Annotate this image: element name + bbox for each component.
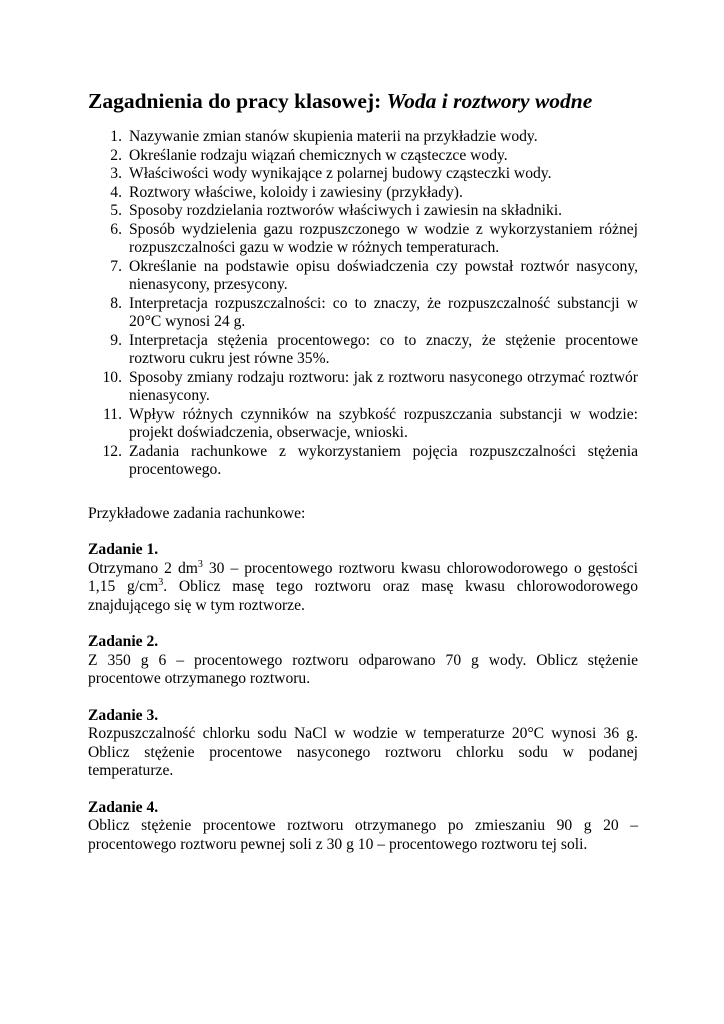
list-item xyxy=(88,406,638,443)
task-3-title: Zadanie 3. xyxy=(88,706,159,724)
list-item xyxy=(88,184,638,203)
task-1-part-1: Otrzymano 2 dm xyxy=(88,559,198,577)
item-text: Sposoby zmiany rodzaju roztworu: jak z roztworu nasyconego otrzymać roztwór nienasycony. xyxy=(129,368,638,404)
task-1-part-2: 30 – procentowego roztworu kwasu chlorowodorowego o gęstości 1,15 g/cm xyxy=(88,559,638,595)
examples-intro: Przykładowe zadania rachunkowe: xyxy=(88,504,306,522)
task-4-text: Oblicz stężenie procentowe roztworu otrzymanego po zmieszaniu 90 g 20 – procentowego roztworu pewnej soli z 30 g 10 – procentowego roztworu tej soli. xyxy=(88,817,638,853)
title-plain: Zagadnienia do pracy klasowej: xyxy=(88,89,387,113)
item-number: 12. xyxy=(102,442,122,460)
item-number: 1. xyxy=(110,128,122,145)
list-item xyxy=(88,147,638,166)
list-item xyxy=(88,369,638,406)
item-text: Nazywanie zmian stanów skupienia materii na przykładzie wody. xyxy=(129,128,538,145)
item-text: Wpływ różnych czynników na szybkość rozpuszczania substancji w wodzie: projekt doświadczenia, obserwacje, wnioski. xyxy=(129,405,638,441)
item-number: 6. xyxy=(110,220,122,238)
list-item xyxy=(88,443,638,480)
task-2-title: Zadanie 2. xyxy=(88,633,159,650)
item-text: Interpretacja stężenia procentowego: co to znaczy, że stężenie procentowe roztworu cukru jest równe 35%. xyxy=(129,331,638,367)
document-page xyxy=(88,88,638,854)
item-number: 5. xyxy=(110,202,122,219)
item-number: 8. xyxy=(110,294,122,312)
list-item xyxy=(88,165,638,184)
topics-list xyxy=(88,128,638,480)
task-1-text xyxy=(88,560,638,616)
task-3-text: Rozpuszczalność chlorku sodu NaCl w wodzie w temperaturze 20°C wynosi 36 g. Oblicz stężenie procentowe nasyconego roztworu chlorku sodu w podanej temperaturze. xyxy=(88,725,638,779)
item-text: Sposób wydzielenia gazu rozpuszczonego w wodzie z wykorzystaniem różnej rozpuszczalności gazu w wodzie w różnych temperaturach. xyxy=(129,220,638,256)
item-text: Roztwory właściwe, koloidy i zawiesiny (przykłady). xyxy=(129,183,463,201)
page-title xyxy=(88,88,638,114)
task-2-text: Z 350 g 6 – procentowego roztworu odparowano 70 g wody. Oblicz stężenie procentowe otrzymanego roztworu. xyxy=(88,651,638,687)
task-1-part-3: . Oblicz masę tego roztworu oraz masę kwasu chlorowodorowego znajdującego się w tym roztworze. xyxy=(88,578,638,614)
item-number: 4. xyxy=(110,183,122,201)
item-number: 7. xyxy=(110,257,122,275)
item-text: Interpretacja rozpuszczalności: co to znaczy, że rozpuszczalność substancji w 20°C wynosi 24 g. xyxy=(129,294,638,330)
superscript: 3 xyxy=(197,558,203,570)
task-1-title: Zadanie 1. xyxy=(88,541,159,558)
item-text: Zadania rachunkowe z wykorzystaniem pojęcia rozpuszczalności stężenia procentowego. xyxy=(129,442,638,478)
list-item xyxy=(88,295,638,332)
list-item xyxy=(88,258,638,295)
item-number: 11. xyxy=(103,405,122,423)
superscript: 3 xyxy=(158,576,164,588)
item-text: Sposoby rozdzielania roztworów właściwych i zawiesin na składniki. xyxy=(129,202,563,219)
item-text: Określanie rodzaju wiązań chemicznych w cząsteczce wody. xyxy=(129,146,508,164)
item-number: 9. xyxy=(110,331,122,349)
list-item xyxy=(88,221,638,258)
item-number: 3. xyxy=(110,165,122,182)
title-italic: Woda i roztwory wodne xyxy=(386,89,593,113)
task-4-title: Zadanie 4. xyxy=(88,798,159,816)
list-item xyxy=(88,202,638,221)
list-item xyxy=(88,128,638,147)
item-number: 10. xyxy=(102,368,122,386)
item-text: Określanie na podstawie opisu doświadczenia czy powstał roztwór nasycony, nienasycony, przesycony. xyxy=(129,257,638,293)
item-text: Właściwości wody wynikające z polarnej budowy cząsteczki wody. xyxy=(129,165,552,182)
item-number: 2. xyxy=(110,146,122,164)
list-item xyxy=(88,332,638,369)
